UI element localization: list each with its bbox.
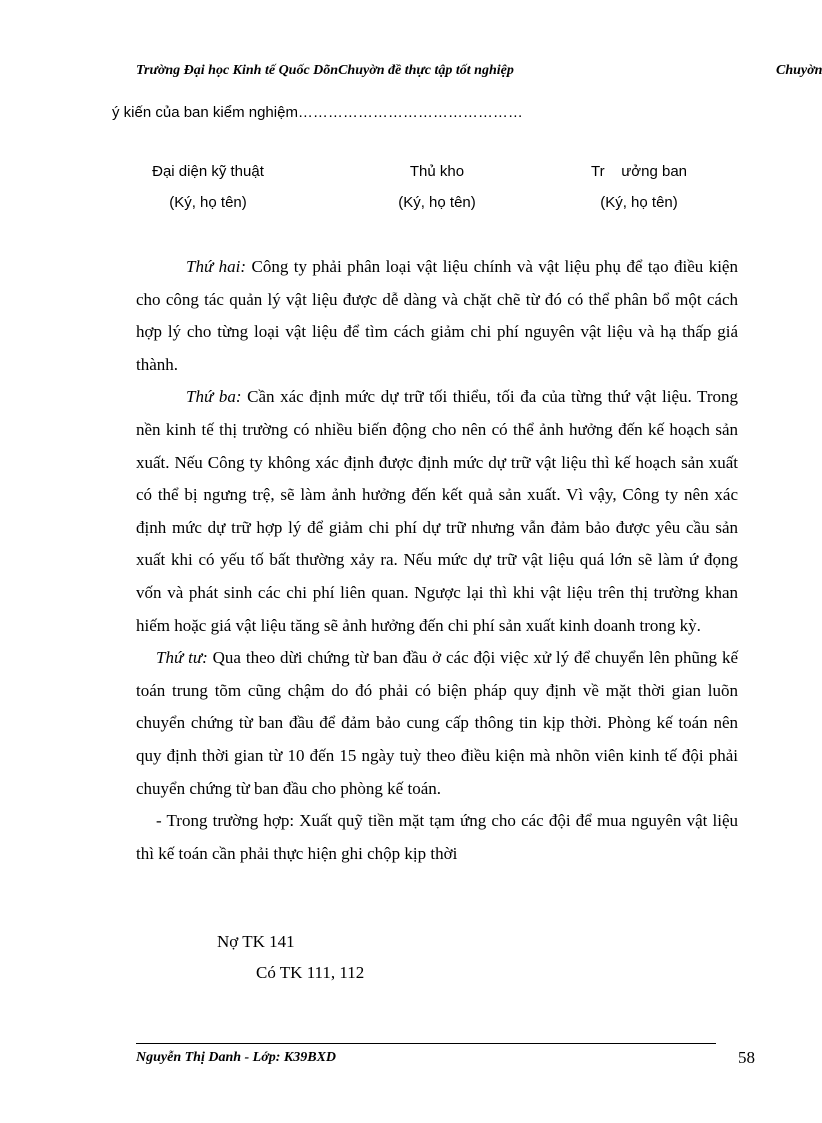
paragraph-text: Công ty phải phân loại vật liệu chính và vật liệu phụ để tạo điều kiện cho công tác quản lý vật liệu được dễ dàng và chặt chẽ từ đó có thể phân bổ một cách hợp lý cho từng loại vật liệu để tìm cách giảm chi phí nguyên vật liệu và hạ thấp giá thành.: [136, 257, 738, 374]
paragraph-text: Cần xác định mức dự trữ tối thiểu, tối đa của từng thứ vật liệu. Trong nền kinh tế thị trường có nhiều biến động cho nên có thể ảnh hưởng đến kế hoạch sản xuất. Nếu Công ty không xác định được định mức dự trữ vật liệu thì kế hoạch sản xuất có thể bị ngưng trệ, sẽ làm ảnh hưởng đến kết quả sản xuất. Vì vậy, Công ty nên xác định mức dự trữ hợp lý để giảm chi phí dự trữ nhưng vẫn đảm bảo được yêu cầu sản xuất khi có yếu tố bất thường xảy ra. Nếu mức dự trữ vật liệu quá lớn sẽ làm ứ đọng vốn và phát sinh các chi phí liên quan. Ngược lại thì khi vật liệu trên thị trường khan hiếm hoặc giá vật liệu tăng sẽ ảnh hưởng đến chi phí sản xuất kinh doanh trong kỳ.: [136, 387, 738, 635]
signature-title: Tr ưởng ban: [590, 163, 688, 180]
header-left-text: Trường Đại học Kinh tế Quốc DõnChuyờn đề thực tập tốt nghiệp: [136, 63, 514, 78]
paragraph-second: [136, 251, 738, 381]
paragraph-fourth: [136, 642, 738, 805]
body-text: [136, 251, 738, 870]
paragraph-text: - Trong trường hợp: Xuất quỹ tiền mặt tạm ứng cho các đội để mua nguyên vật liệu thì kế toán cần phải thực hiện ghi chộp kịp thời: [136, 811, 738, 863]
signature-note: (Ký, họ tên): [398, 194, 476, 211]
footer-divider: [136, 1043, 716, 1044]
signature-title: Thủ kho: [409, 163, 465, 180]
paragraph-lead: Thứ hai:: [186, 257, 247, 276]
journal-credit-entry: Có TK 111, 112: [256, 963, 365, 982]
signature-note: (Ký, họ tên): [600, 194, 678, 211]
paragraph-lead: Thứ tư:: [156, 648, 208, 668]
paragraph-third: [136, 381, 738, 642]
paragraph-lead: Thứ ba:: [186, 387, 242, 407]
signature-title: Đại diện kỹ thuật: [152, 163, 264, 180]
signature-storekeeper: [357, 163, 517, 225]
review-line: ý kiến của ban kiểm nghiệm………………………………………: [112, 104, 523, 121]
paragraph-text: Qua theo dừi chứng từ ban đầu ở các đội việc xử lý để chuyển lên phũng kế toán trung tõm cũng chậm do đó phải có biện pháp quy định về mặt thời gian luõn chuyển chứng từ ban đầu để đảm bảo cung cấp thông tin kịp thời. Phòng kế toán nên quy định thời gian từ 10 đến 15 ngày tuỳ theo điều kiện mà nhõn viên kinh tế đội phải chuyển chứng từ ban đầu cho phòng kế toán.: [136, 648, 738, 798]
page-number: 58: [738, 1048, 755, 1067]
header-right-text: Chuyờn: [776, 63, 822, 78]
running-header: [136, 63, 822, 79]
footer-author: Nguyễn Thị Danh - Lớp: K39BXD: [136, 1050, 337, 1065]
signature-note: (Ký, họ tên): [169, 194, 247, 211]
journal-debit-entry: Nợ TK 141: [217, 932, 295, 951]
signature-technical-rep: [128, 163, 288, 225]
paragraph-case: [136, 805, 738, 870]
signature-head-of-board: [559, 163, 719, 225]
